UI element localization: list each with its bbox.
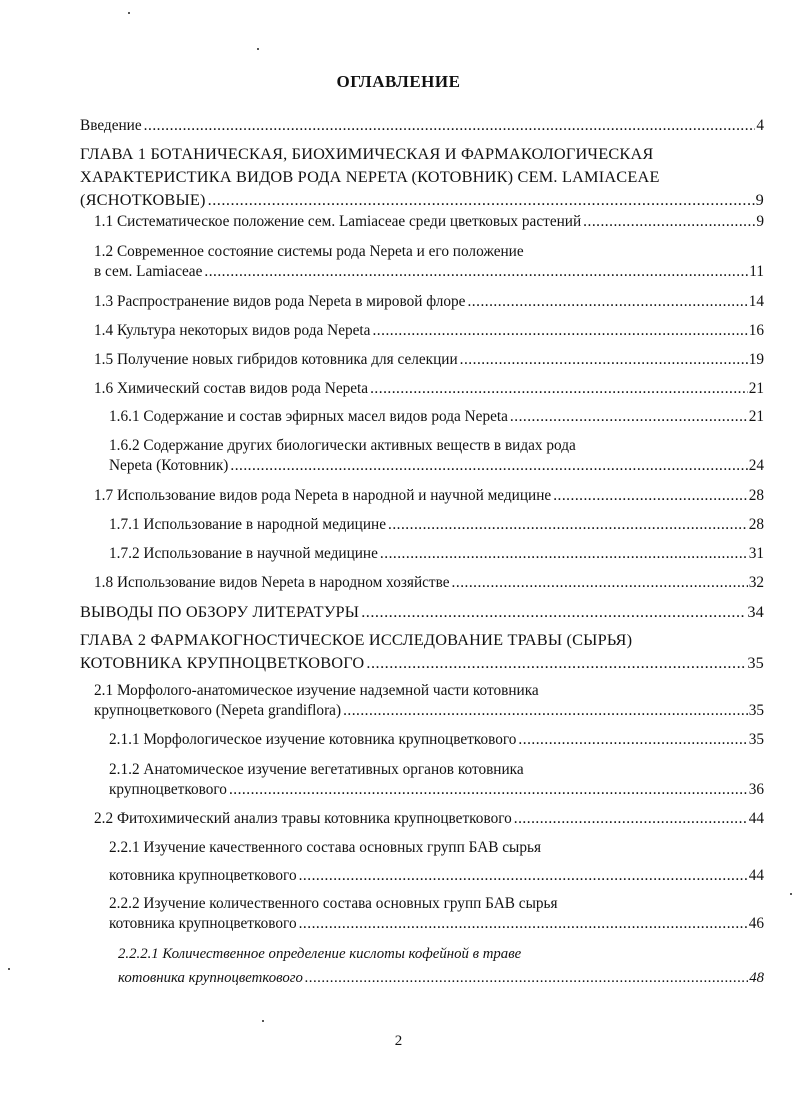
toc-page-number: 16 xyxy=(748,322,764,339)
toc-page-number: 35 xyxy=(748,702,764,719)
toc-entry xyxy=(94,681,764,721)
toc-entry-text: 2.2.2 Изучение количественного состава основных групп БАВ сырья xyxy=(109,895,558,912)
dot-leader xyxy=(370,379,748,399)
toc-entry-text: 1.7.2 Использование в научной медицине xyxy=(109,545,378,562)
toc-page-number: 36 xyxy=(748,781,764,798)
toc-entry-text: котовника крупноцветкового xyxy=(109,915,297,932)
dot-leader xyxy=(388,515,748,535)
toc-entry-text: 2.1.1 Морфологическое изучение котовника крупноцветкового xyxy=(109,731,517,748)
dot-leader xyxy=(514,809,748,829)
toc-entry-text: 1.4 Культура некоторых видов рода Nepeta xyxy=(94,322,371,339)
toc-entry-text: 2.2.2.1 Количественное определение кислоты кофейной в траве xyxy=(118,946,522,962)
toc-entry xyxy=(109,515,764,535)
toc-page-number: 46 xyxy=(748,915,764,932)
dot-leader xyxy=(204,262,748,282)
toc-page-number: 4 xyxy=(756,117,764,134)
toc-entry-text: ХАРАКТЕРИСТИКА ВИДОВ РОДА NEPETA (КОТОВНИК) СЕМ. LAMIACEAE xyxy=(80,167,660,186)
toc-entry-text: 2.1.2 Анатомическое изучение вегетативных органов котовника xyxy=(109,761,524,778)
toc-page-number: 11 xyxy=(749,263,764,280)
toc-entry-text: 1.3 Распространение видов рода Nepeta в мировой флоре xyxy=(94,293,466,310)
dot-leader xyxy=(366,652,746,673)
toc-entry xyxy=(94,292,764,312)
toc-entry xyxy=(80,629,764,673)
toc-entry xyxy=(109,730,764,750)
toc-entry-text: ГЛАВА 2 ФАРМАКОГНОСТИЧЕСКОЕ ИССЛЕДОВАНИЕ ТРАВЫ (СЫРЬЯ) xyxy=(80,630,633,649)
dot-leader xyxy=(299,914,748,934)
toc-page-number: 48 xyxy=(749,970,764,986)
toc-entry-text: 2.1 Морфолого-анатомическое изучение надземной части котовника xyxy=(94,682,539,699)
toc-entry-text: 1.8 Использование видов Nepeta в народном хозяйстве xyxy=(94,574,450,591)
toc-entry xyxy=(94,486,764,506)
toc-entry-text: 1.1 Систематическое положение сем. Lamiaceae среди цветковых растений xyxy=(94,213,582,230)
toc-entry-text: котовника крупноцветкового xyxy=(109,867,297,884)
dot-leader xyxy=(343,701,748,721)
toc-entry-text: КОТОВНИКА КРУПНОЦВЕТКОВОГО xyxy=(80,653,365,672)
toc-entry-text: 1.6 Химический состав видов рода Nepeta xyxy=(94,380,369,397)
toc-entry xyxy=(109,838,764,886)
toc-entry-text: Введение xyxy=(80,117,142,134)
toc-entry xyxy=(109,544,764,564)
toc-page-number: 34 xyxy=(747,602,764,621)
toc-entry-text: котовника крупноцветкового xyxy=(118,970,303,986)
toc-page-number: 9 xyxy=(756,213,764,230)
toc-entry xyxy=(118,944,764,988)
scan-speck xyxy=(128,12,130,14)
toc-entry xyxy=(109,436,764,476)
toc-page-number: 14 xyxy=(748,293,764,310)
dot-leader xyxy=(305,968,748,988)
toc-page-number: 44 xyxy=(748,810,764,827)
toc-page-number: 28 xyxy=(748,516,764,533)
toc-entry-text: Nepeta (Котовник) xyxy=(109,457,229,474)
toc-entry xyxy=(109,894,764,934)
toc-entry-text: крупноцветкового xyxy=(109,781,227,798)
dot-leader xyxy=(372,321,747,341)
toc-page-number: 35 xyxy=(748,731,764,748)
page-number: 2 xyxy=(394,1033,403,1049)
toc-page-number: 21 xyxy=(748,408,764,425)
toc-page-number: 19 xyxy=(748,351,764,368)
dot-leader xyxy=(380,544,748,564)
dot-leader xyxy=(467,292,747,312)
toc-entry-text: ГЛАВА 1 БОТАНИЧЕСКАЯ, БИОХИМИЧЕСКАЯ И ФАРМАКОЛОГИЧЕСКАЯ xyxy=(80,144,654,163)
toc-entry xyxy=(94,212,764,232)
toc-entry xyxy=(109,407,764,427)
dot-leader xyxy=(518,730,747,750)
toc-entry-text: в сем. Lamiaceae xyxy=(94,263,203,280)
toc-page-number: 9 xyxy=(755,190,764,209)
dot-leader xyxy=(229,780,748,800)
toc-entry-text: (ЯСНОТКОВЫЕ) xyxy=(80,190,206,209)
toc-page-number: 35 xyxy=(747,653,764,672)
toc-entry xyxy=(94,809,764,829)
toc-page-number: 31 xyxy=(748,545,764,562)
toc-entry-text: ВЫВОДЫ ПО ОБЗОРУ ЛИТЕРАТУРЫ xyxy=(80,602,360,621)
dot-leader xyxy=(510,407,748,427)
dot-leader xyxy=(299,866,748,886)
toc-page-number: 32 xyxy=(748,574,764,591)
toc-entry xyxy=(109,760,764,800)
toc-entry-text: 1.6.1 Содержание и состав эфирных масел видов рода Nepeta xyxy=(109,408,508,425)
toc-entry xyxy=(94,242,764,282)
toc-entry-text: крупноцветкового (Nepeta grandiflora) xyxy=(94,702,342,719)
toc-page-number: 44 xyxy=(748,867,764,884)
toc-page-number: 21 xyxy=(748,380,764,397)
scan-speck xyxy=(8,968,10,970)
toc-entry xyxy=(80,143,764,210)
toc-entry-text: 1.7 Использование видов рода Nepeta в народной и научной медицине xyxy=(94,487,552,504)
dot-leader xyxy=(230,456,747,476)
toc-page-number: 24 xyxy=(748,457,764,474)
toc-entry xyxy=(80,116,764,136)
scan-speck xyxy=(257,48,259,50)
toc-entry-text: 1.7.1 Использование в народной медицине xyxy=(109,516,386,533)
scan-speck xyxy=(790,893,792,895)
page-title: ОГЛАВЛЕНИЕ xyxy=(336,72,461,91)
toc-entry xyxy=(94,379,764,399)
toc-entry xyxy=(94,321,764,341)
toc-entry-text: 1.2 Современное состояние системы рода Nepeta и его положение xyxy=(94,243,524,260)
toc-entry xyxy=(94,350,764,370)
toc-entry-text: 1.6.2 Содержание других биологически активных веществ в видах рода xyxy=(109,437,576,454)
dot-leader xyxy=(144,116,756,136)
dot-leader xyxy=(583,212,755,232)
dot-leader xyxy=(452,573,748,593)
toc-entry-text: 1.5 Получение новых гибридов котовника для селекции xyxy=(94,351,458,368)
dot-leader xyxy=(553,486,748,506)
scan-speck xyxy=(262,1020,264,1022)
toc-entry xyxy=(80,601,764,622)
dot-leader xyxy=(361,601,746,622)
toc-entry-text: 2.2.1 Изучение качественного состава основных групп БАВ сырья xyxy=(109,839,541,856)
toc-entry xyxy=(94,573,764,593)
toc-entry-text: 2.2 Фитохимический анализ травы котовника крупноцветкового xyxy=(94,810,512,827)
dot-leader xyxy=(460,350,748,370)
dot-leader xyxy=(208,189,755,210)
toc-page-number: 28 xyxy=(748,487,764,504)
